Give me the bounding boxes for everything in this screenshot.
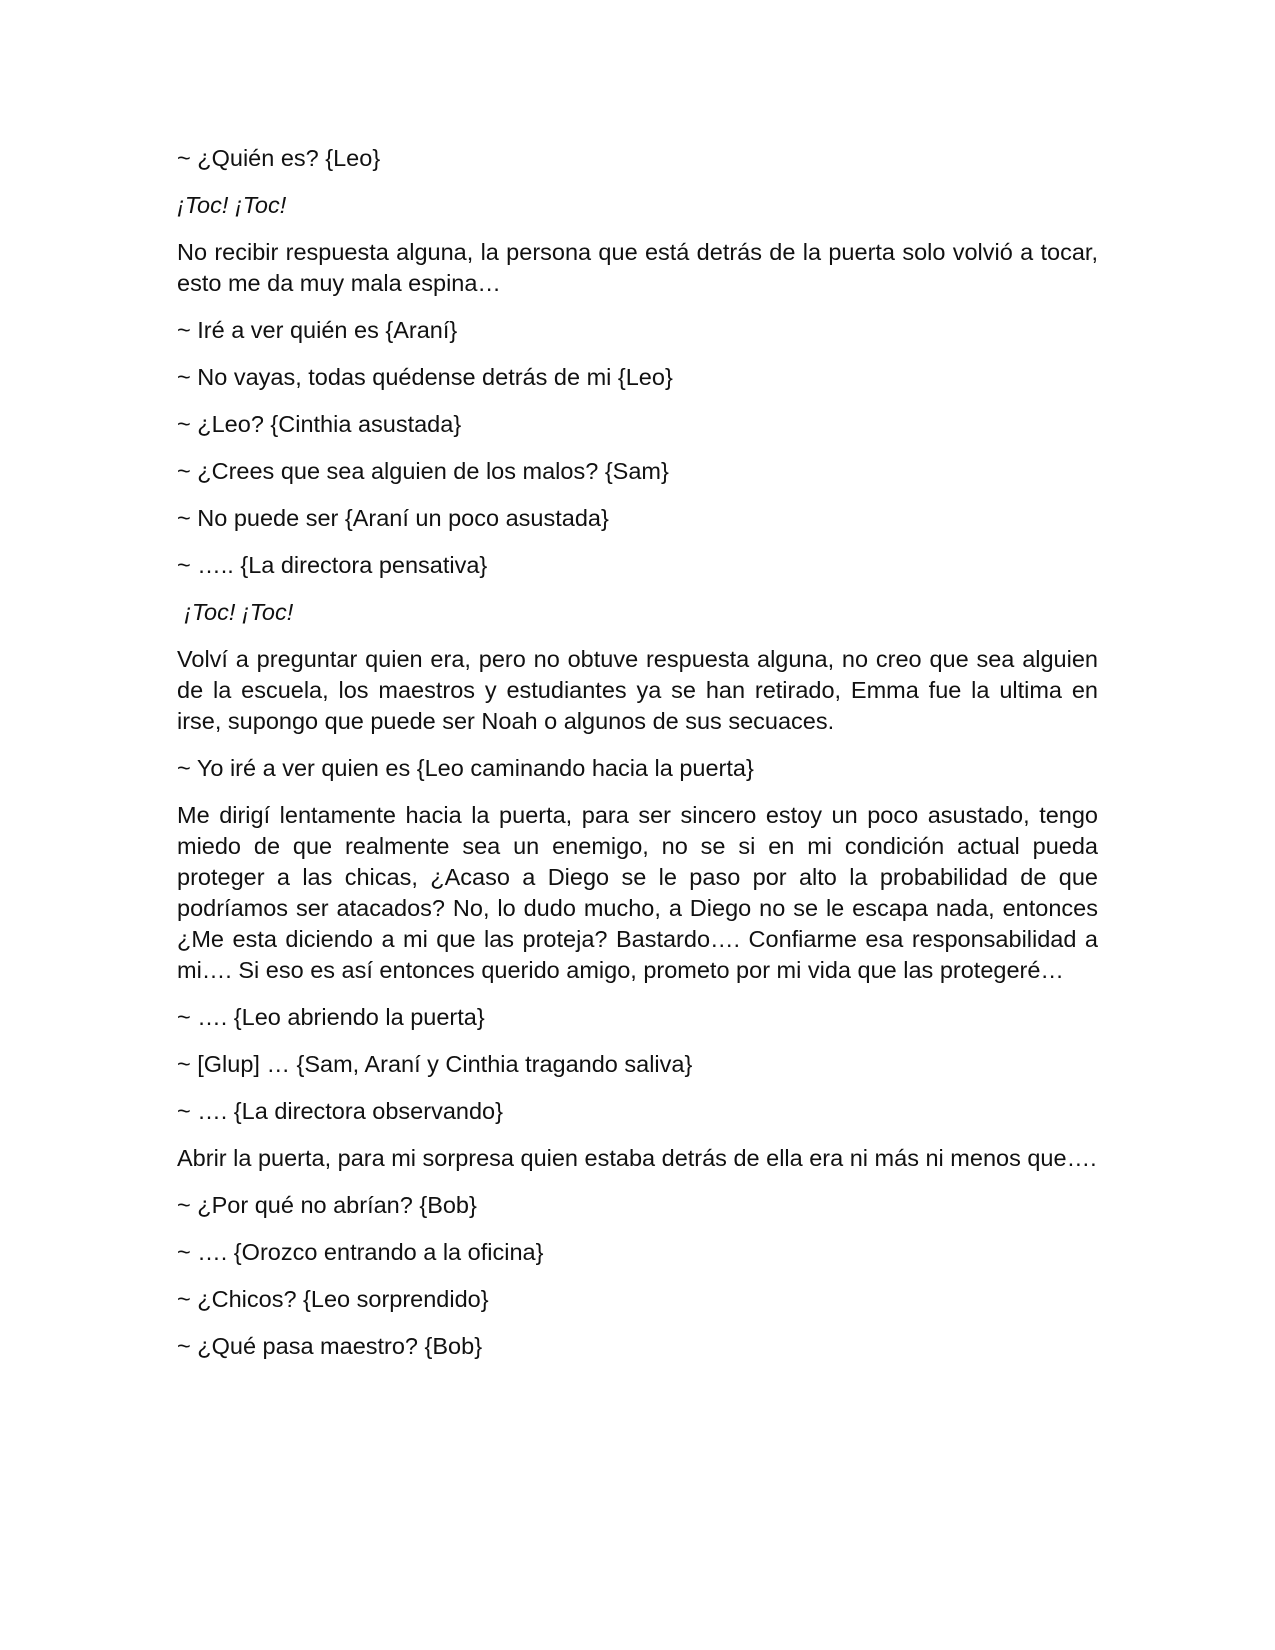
- narration-paragraph: No recibir respuesta alguna, la persona que está detrás de la puerta solo volvió a tocar, esto me da muy mala espina…: [177, 239, 1098, 296]
- dialogue-line: ~ ¿Por qué no abrían? {Bob}: [177, 1192, 477, 1218]
- dialogue-line: ~ …. {Leo abriendo la puerta}: [177, 1004, 485, 1030]
- dialogue-line: ~ ¿Qué pasa maestro? {Bob}: [177, 1333, 483, 1359]
- dialogue-line: ~ …. {La directora observando}: [177, 1098, 503, 1124]
- sound-effect: ¡Toc! ¡Toc!: [184, 599, 294, 625]
- dialogue-line: ~ No vayas, todas quédense detrás de mi {Leo}: [177, 364, 673, 390]
- dialogue-line: ~ ¿Chicos? {Leo sorprendido}: [177, 1286, 489, 1312]
- dialogue-line: ~ [Glup] … {Sam, Araní y Cinthia tragando saliva}: [177, 1051, 693, 1077]
- dialogue-line: ~ …. {Orozco entrando a la oficina}: [177, 1239, 544, 1265]
- dialogue-line: ~ No puede ser {Araní un poco asustada}: [177, 505, 609, 531]
- narration-paragraph: Me dirigí lentamente hacia la puerta, para ser sincero estoy un poco asustado, tengo miedo de que realmente sea un enemigo, no se si en mi condición actual pueda proteger a las chicas, ¿Acaso a Diego se le paso por alto la probabilidad de que podríamos ser atacados? No, lo dudo mucho, a Diego no se le escapa nada, entonces ¿Me esta diciendo a mi que las proteja? Bastardo…. Confiarme esa responsabilidad a mi…. Si eso es así entonces querido amigo, prometo por mi vida que las protegeré…: [177, 802, 1098, 983]
- dialogue-line: ~ Iré a ver quién es {Araní}: [177, 317, 458, 343]
- narration-paragraph: Volví a preguntar quien era, pero no obtuve respuesta alguna, no creo que sea alguien de la escuela, los maestros y estudiantes ya se han retirado, Emma fue la ultima en irse, supongo que puede ser Noah o algunos de sus secuaces.: [177, 646, 1098, 734]
- narration-paragraph: Abrir la puerta, para mi sorpresa quien estaba detrás de ella era ni más ni menos que….: [177, 1145, 1097, 1171]
- dialogue-line: ~ ¿Leo? {Cinthia asustada}: [177, 411, 462, 437]
- sound-effect: ¡Toc! ¡Toc!: [177, 192, 287, 218]
- dialogue-line: ~ ¿Crees que sea alguien de los malos? {Sam}: [177, 458, 669, 484]
- text-column: [177, 143, 1098, 1378]
- dialogue-line: ~ ….. {La directora pensativa}: [177, 552, 488, 578]
- dialogue-line: ~ ¿Quién es? {Leo}: [177, 145, 381, 171]
- dialogue-line: ~ Yo iré a ver quien es {Leo caminando hacia la puerta}: [177, 755, 754, 781]
